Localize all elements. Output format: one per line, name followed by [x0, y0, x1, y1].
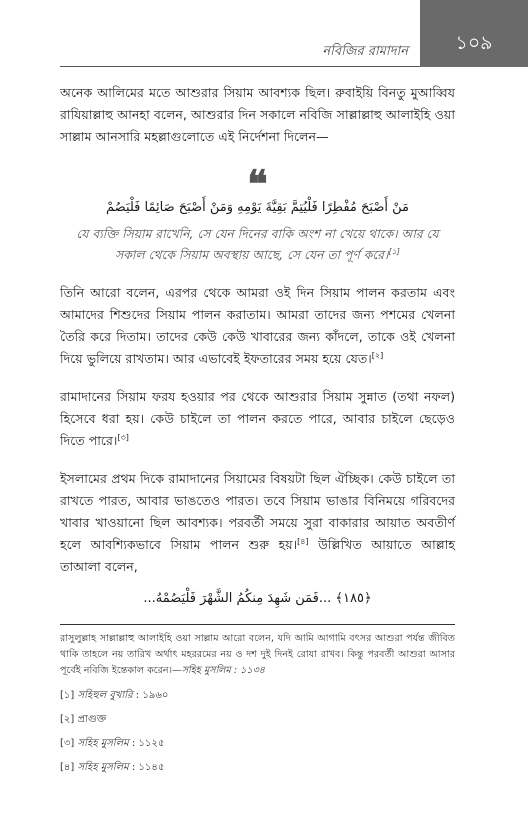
footnote-ref-4[interactable]: [৪]: [297, 536, 309, 546]
footnote-4: [60, 761, 455, 775]
footnote-ref: : ১১২৫: [128, 738, 165, 749]
paragraph-4-text-after: উল্লিখিত আয়াতে আল্লাহ তাআলা বলেন,: [60, 537, 456, 574]
running-title: নবিজির রামাদান: [322, 44, 408, 59]
paragraph-2-text: তিনি আরো বলেন, এরপর থেকে আমরা ওই দিন সিয়াম পালন করতাম এবং আমাদের শিশুদের সিয়াম পালন করাতাম। আমরা তাদের জন্য পশমের খেলনা তৈরি করে দিতাম। তাদের কেউ কেউ খাবারের জন্য কাঁদলে, তাকে ওই খেলনা দিয়ে ভুলিয়ে রাখতাম। আর এভাবেই ইফতারের সময় হয়ে যেত।: [60, 285, 455, 366]
footnote-source: সহিহ মুসলিম: [77, 762, 129, 773]
footnote-source: সহিহুল বুখারি: [77, 690, 133, 701]
footnote-continuation: [60, 631, 455, 679]
footnote-continuation-text: রাসুলুল্লাহ সাল্লাল্লাহু আলাইহি ওয়া সাল্লাম আরো বলেন, যদি আমি আগামি বৎসর আশুরা পর্যন্ত জীবিত থাকি তাহলে নয় তারিখ অর্থাৎ মহররমের নয় ও দশ দুই দিনই রোযা রাখব। কিন্তু পরবর্তী আশুরা আসার পূর্বেই নবিজি ইন্তেকাল করেন।: [60, 633, 455, 676]
footnote-source: সহিহ মুসলিম: [77, 738, 129, 749]
verse-number: ﴿١٨٥﴾: [335, 591, 372, 606]
hadith-translation-text: যে ব্যক্তি সিয়াম রাখেনি, সে যেন দিনের বাকি অংশ না খেয়ে থাকে। আর যে সকাল থেকে সিয়াম অবস্থায় আছে, সে যেন তা পূর্ণ করে।: [76, 227, 439, 262]
quran-verse: [60, 586, 455, 612]
paragraph-2: [60, 282, 455, 370]
page-body: [60, 82, 455, 785]
footnote-number: [১]: [60, 690, 75, 701]
footnote-ref: প্রাগুক্ত: [77, 714, 107, 725]
paragraph-3-text: রামাদানের সিয়াম ফরয হওয়ার পর থেকে আশুরার সিয়াম সুন্নাত (তথা নফল) হিসেবে ধরা হয়। কেউ চাইলে তা পালন করতে পারে, আবার চাইলে ছেড়েও দিতে পারে।: [60, 389, 455, 448]
paragraph-4-text: ইসলামের প্রথম দিকে রামাদানের সিয়ামের বিষয়টা ছিল ঐচ্ছিক। কেউ চাইলে তা রাখতে পারত, আবার ভাঙতেও পারত। তবে সিয়াম ভাঙার বিনিময়ে গরিবদের খাবার খাওয়ানো ছিল আবশ্যক। পরবর্তী সময়ে সুরা বাকারার আয়াত অবতীর্ণ হলে আবশ্যিকভাবে সিয়াম পালন শুরু হয়।: [60, 471, 455, 552]
footnote-number: [৩]: [60, 738, 75, 749]
footnote-ref-1[interactable]: [১]: [388, 246, 400, 256]
footnote-3: [60, 737, 455, 751]
footnote-ref: : ১৯৬০: [132, 690, 169, 701]
paragraph-1: অনেক আলিমের মতে আশুরার সিয়াম আবশ্যক ছিল। রুবাইয়ি বিনতু মুআব্বিয রাযিয়াল্লাহু আনহা বলেন, আশুরার দিন সকালে নবিজি সাল্লাল্লাহু আলাইহি ওয়া সাল্লাম আনসারি মহল্লাগুলোতে এই নির্দেশনা দিলেন—: [60, 85, 455, 144]
page-number: ১০৯: [455, 32, 493, 54]
page-header: [0, 0, 528, 70]
hadith-arabic: مَنْ أَصْبَحَ مُفْطِرًا فَلْيُتِمَّ بَقِيَّةَ يَوْمِهِ وَمَنْ أَصْبَحَ صَائِمًا فَلْيَصُمْ: [106, 200, 409, 215]
footnote-divider: [60, 624, 455, 625]
verse-arabic: ...فَمَن شَهِدَ مِنكُمُ الشَّهْرَ فَلْيَصُمْهُ...: [143, 591, 332, 606]
footnote-1: [60, 689, 455, 703]
paragraph-3: [60, 386, 455, 452]
hadith-translation: [60, 224, 455, 266]
footnote-ref-2[interactable]: [২]: [371, 350, 384, 360]
footnote-ref-3[interactable]: [৩]: [117, 432, 129, 442]
paragraph-4: [60, 468, 455, 578]
quote-mark-icon: ❝: [247, 161, 268, 206]
footnote-continuation-source: —সহিহ মুসলিম : ১১৩৪: [172, 665, 266, 676]
footnote-number: [২]: [60, 714, 75, 725]
footnote-ref: : ১১৪৫: [128, 762, 165, 773]
footnote-2: [60, 713, 455, 727]
footnote-number: [৪]: [60, 762, 75, 773]
page-number-box: [420, 0, 528, 67]
